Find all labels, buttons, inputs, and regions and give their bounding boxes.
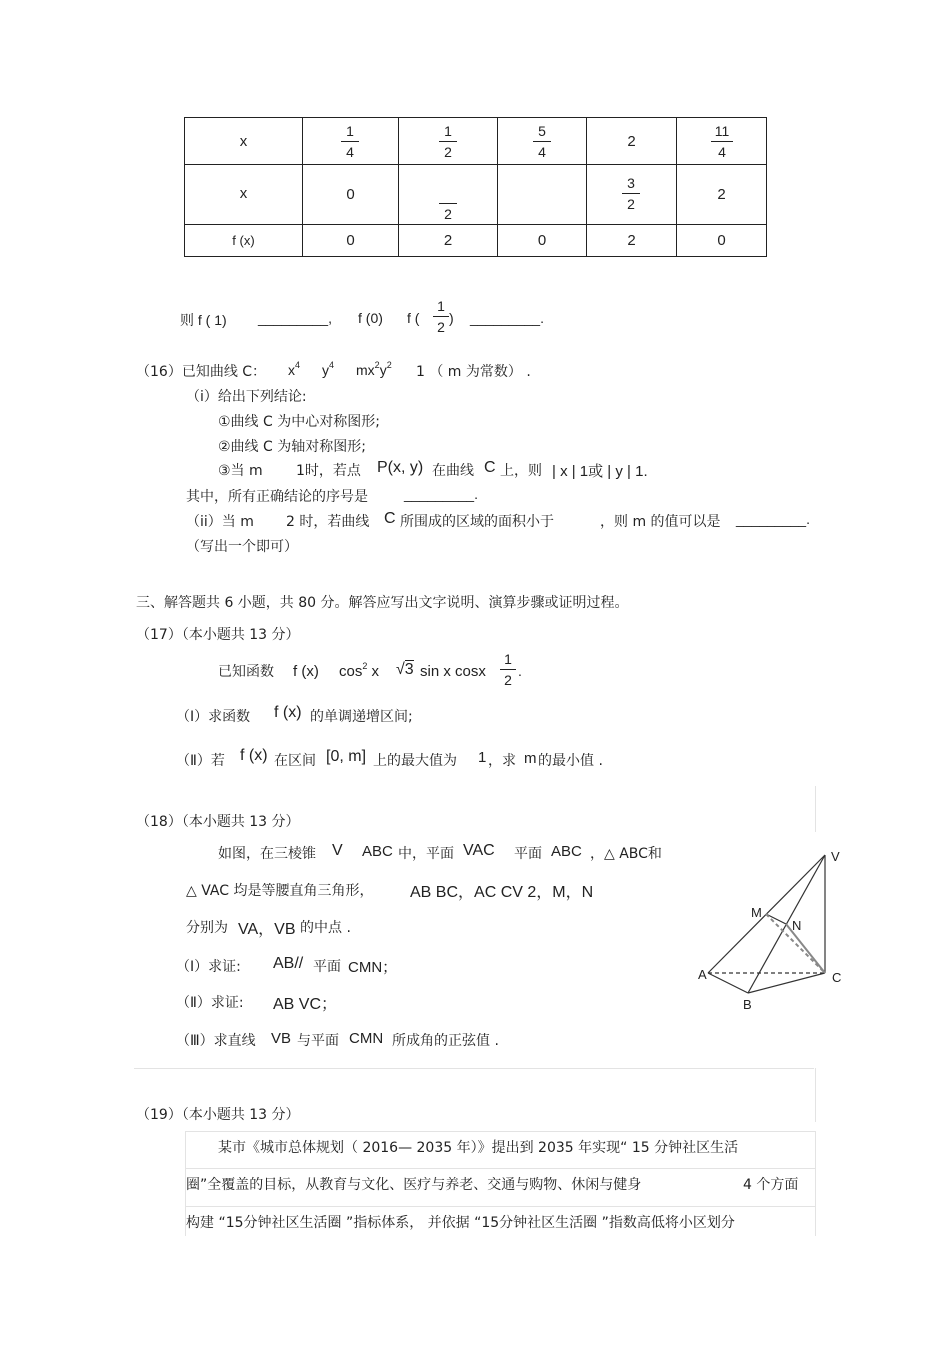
table-cell: 2 xyxy=(677,165,767,225)
q18-part-3: （Ⅲ）求直线 xyxy=(176,1033,256,1049)
table-cell: 2 xyxy=(587,225,677,257)
variable: m xyxy=(524,750,537,767)
fraction: 3 2 xyxy=(622,175,640,212)
q17-cos-term: $\cos^2 x$ xyxy=(339,661,380,680)
vertex-a-label: A xyxy=(698,967,707,982)
value: 1 xyxy=(478,749,487,766)
q17-given: 已知函数 xyxy=(218,664,274,680)
table-head-cell: f (x) xyxy=(185,225,303,257)
function-label: f (x) xyxy=(274,704,302,721)
divider xyxy=(815,1068,816,1122)
answer-blank: _________. xyxy=(404,486,478,502)
text: 2 时，若曲线 xyxy=(286,514,370,530)
text: 平面 xyxy=(514,846,542,862)
text: AB// xyxy=(273,955,304,972)
divider xyxy=(815,1131,816,1236)
curve-label: C xyxy=(384,510,396,527)
table-cell xyxy=(399,165,498,225)
plane-label: CMN xyxy=(349,1030,384,1047)
table-cell xyxy=(498,165,587,225)
edge-ab xyxy=(708,973,748,993)
section-heading: 三、解答题共 6 小题，共 80 分。解答应写出文字说明、演算步骤或证明过程。 xyxy=(136,595,629,611)
q18-part-1: （Ⅰ）求证: xyxy=(176,959,241,975)
condition: | x | 1或 | y | 1. xyxy=(552,463,648,480)
vertex-b-label: B xyxy=(743,997,752,1012)
vertex-v-label: V xyxy=(831,849,840,864)
plane-label: ABC xyxy=(551,843,582,860)
vertex-n-label: N xyxy=(792,918,802,933)
table-cell: 2 xyxy=(587,118,677,165)
table-head-cell: x xyxy=(185,165,303,225)
text: 分别为 xyxy=(186,920,228,936)
text: 上的最大值为 xyxy=(373,753,457,769)
q17-part-1-text: 的单调递增区间; xyxy=(310,709,413,725)
q18-head: （18）（本小题共 13 分） xyxy=(136,814,300,830)
table-row xyxy=(185,165,767,225)
text: 所成角的正弦值 . xyxy=(392,1033,499,1049)
text: 1时，若点 xyxy=(296,463,361,479)
q16-stem: （16）已知曲线 C： xyxy=(136,364,267,380)
q19-head: （19）（本小题共 13 分） xyxy=(136,1107,300,1123)
divider xyxy=(185,1131,815,1132)
q16-among: 其中，所有正确结论的序号是 xyxy=(186,489,368,505)
period: . xyxy=(518,663,522,679)
answer-blank: _________, xyxy=(258,310,332,326)
divider xyxy=(185,1168,815,1169)
q15-f0: f (0) xyxy=(358,310,383,326)
text: △ VAC 均是等腰直角三角形， xyxy=(186,883,374,899)
point-label: V xyxy=(332,842,343,859)
fraction: 2 xyxy=(439,185,457,222)
table-row xyxy=(185,225,767,257)
conditions: AB BC，AC CV 2，M，N xyxy=(410,884,594,901)
pyramid-figure xyxy=(690,845,850,1015)
text: 上，则 xyxy=(500,463,542,479)
q15-prefix: 则 f ( 1) xyxy=(180,312,227,328)
text: ，则 m 的值可以是 xyxy=(600,514,721,530)
text: 如图，在三棱锥 xyxy=(218,846,316,862)
sqrt-term: √3 xyxy=(396,661,414,678)
text: 在曲线 xyxy=(432,463,474,479)
q17-head: （17）（本小题共 13 分） xyxy=(136,627,300,643)
plane-label: VAC xyxy=(463,842,495,859)
vertex-c-label: C xyxy=(832,970,842,985)
plane-label: CMN； xyxy=(348,959,398,976)
table-cell xyxy=(303,118,399,165)
table-cell xyxy=(498,118,587,165)
q17-part-1: （Ⅰ）求函数 xyxy=(176,709,251,725)
text: 在区间 xyxy=(274,753,316,769)
function-label: f (x) xyxy=(293,663,319,680)
divider xyxy=(185,1131,186,1236)
text: AB VC； xyxy=(273,996,338,1013)
table-row xyxy=(185,118,767,165)
segment-label: VB xyxy=(271,1030,292,1047)
table-cell xyxy=(677,118,767,165)
interval: [0, m] xyxy=(326,748,367,765)
curve-label: C xyxy=(484,459,496,476)
q18-part-2: （Ⅱ）求证: xyxy=(176,995,244,1011)
answer-blank: _________. xyxy=(736,511,810,527)
divider xyxy=(815,786,816,832)
text: ，求 xyxy=(488,753,516,769)
q16-term-y4: $y^4$ xyxy=(322,360,335,378)
fraction: 1 4 xyxy=(341,123,359,160)
text: 的最小值 . xyxy=(538,753,603,769)
q16-tail: 1 （ m 为常数） . xyxy=(416,364,531,380)
text: 的中点 . xyxy=(300,920,351,936)
fraction: 5 4 xyxy=(533,123,551,160)
text: 与平面 xyxy=(297,1033,339,1049)
table-head-cell: x xyxy=(185,118,303,165)
text: ，△ ABC和 xyxy=(590,846,662,862)
q19-line-2: 圈”全覆盖的目标，从教育与文化、医疗与养老、交通与购物、休闲与健身 xyxy=(186,1177,642,1193)
q17-part-2: （Ⅱ）若 xyxy=(176,753,225,769)
table-cell xyxy=(399,118,498,165)
edge-bc xyxy=(748,973,825,993)
q17-sin-cos: sin x cosx xyxy=(420,663,486,680)
q16-term-x4: $x^4$ xyxy=(288,360,301,378)
q15-f-open: f ( xyxy=(407,310,420,326)
vertex-m-label: M xyxy=(751,905,762,920)
fraction: 1 2 xyxy=(500,651,516,688)
answer-blank: _________. xyxy=(470,310,544,326)
divider xyxy=(134,1068,814,1069)
value-table xyxy=(184,117,767,257)
fraction: 1 2 xyxy=(439,123,457,160)
table-cell: 0 xyxy=(498,225,587,257)
q19-line-1: 某市《城市总体规划（ 2016— 2035 年）》提出到 2035 年实现“ 15 分钟社区生活 xyxy=(218,1140,739,1156)
q16-conclusion-1: ①曲线 C 为中心对称图形; xyxy=(218,414,380,430)
table-cell: 2 xyxy=(399,225,498,257)
point-label: P(x, y) xyxy=(377,459,424,476)
segment-mn xyxy=(766,914,786,924)
divider xyxy=(185,1206,815,1207)
q19-line-3: 构建 “15分钟社区生活圈 ”指标体系， 并依据 “15分钟社区生活圈 ”指数高低将小区划分 xyxy=(186,1215,735,1231)
text: 平面 xyxy=(313,959,341,975)
q16-conclusion-2: ②曲线 C 为轴对称图形; xyxy=(218,439,366,455)
q16-term-mx2y2: $mx^2y^2$ xyxy=(356,360,392,378)
table-cell: 0 xyxy=(303,165,399,225)
table-cell: 0 xyxy=(303,225,399,257)
text: （ii）当 m xyxy=(186,514,254,530)
fraction: 1 2 xyxy=(433,298,449,335)
point-label: ABC xyxy=(362,843,393,860)
text: ③当 m xyxy=(218,463,263,479)
table-cell xyxy=(587,165,677,225)
q15-f-close: ) xyxy=(449,310,454,326)
q16-note: （写出一个即可） xyxy=(186,539,298,555)
function-label: f (x) xyxy=(240,747,268,764)
table-cell: 0 xyxy=(677,225,767,257)
text: 中，平面 xyxy=(398,846,454,862)
segment-labels: VA，VB xyxy=(238,921,296,938)
fraction: 11 4 xyxy=(711,123,733,160)
q16-part-i: （i）给出下列结论: xyxy=(186,389,307,405)
text: 所围成的区域的面积小于 xyxy=(400,514,554,530)
q19-line-2-end: 4 个方面 xyxy=(743,1177,799,1193)
